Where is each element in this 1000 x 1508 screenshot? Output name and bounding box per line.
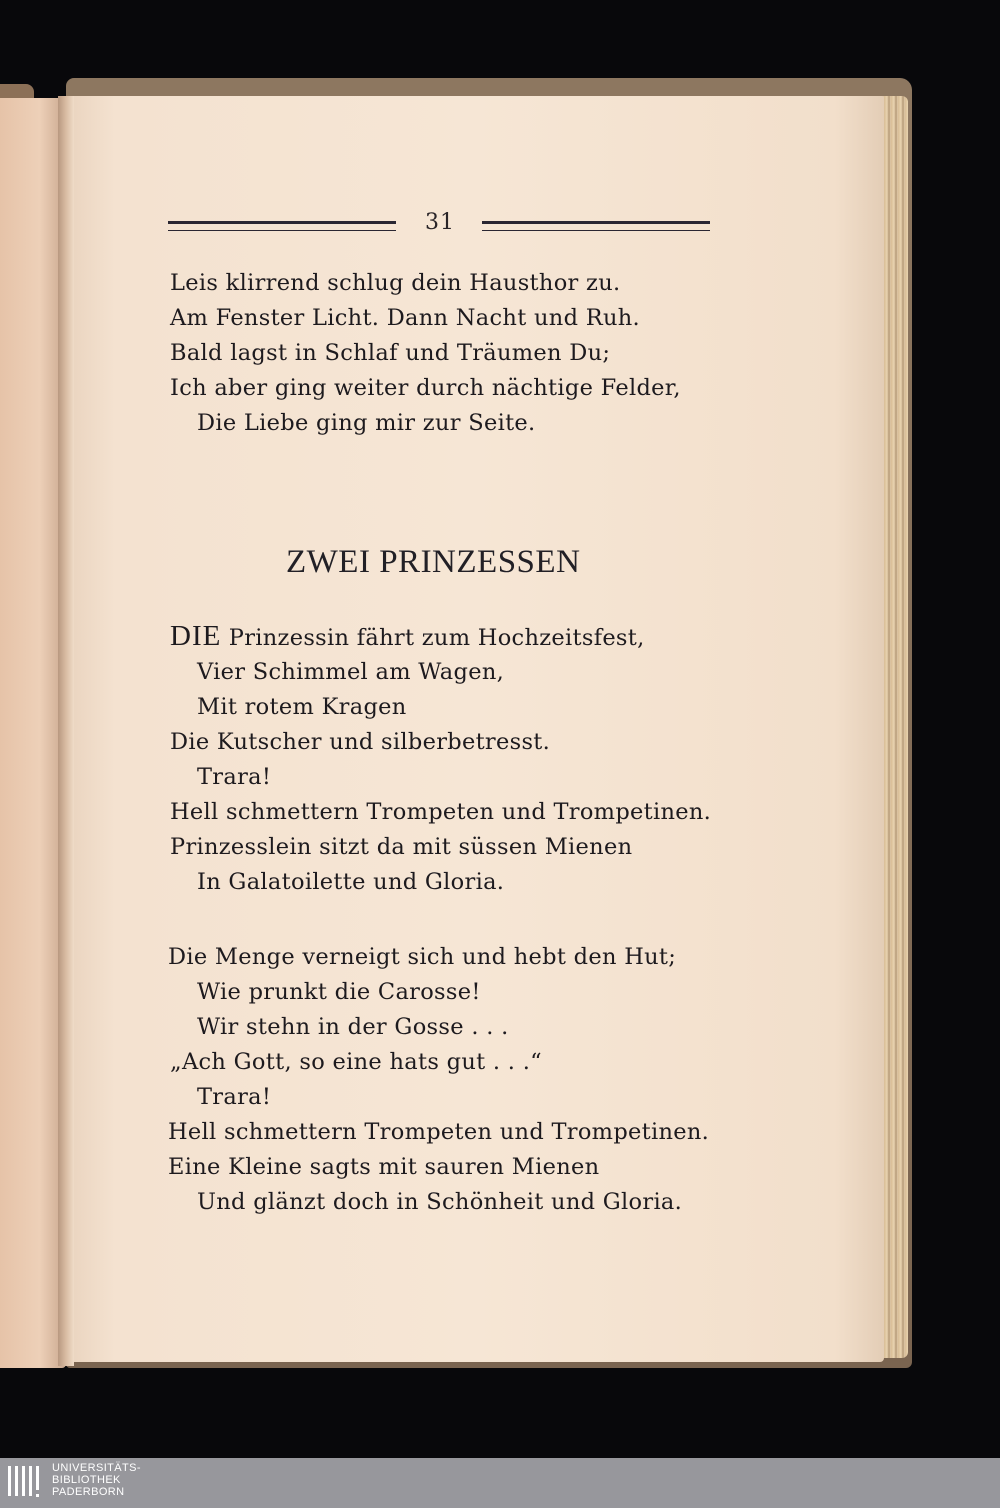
logo-line: PADERBORN bbox=[52, 1486, 125, 1498]
poem-line: Wir stehn in der Gosse . . . bbox=[197, 1014, 509, 1040]
page-number: 31 bbox=[425, 210, 455, 235]
poem-line-rest: Prinzessin fährt zum Hochzeitsfest, bbox=[221, 625, 645, 651]
poem-line: Die Liebe ging mir zur Seite. bbox=[197, 410, 536, 436]
poem-line: Trara! bbox=[197, 1084, 272, 1110]
poem-line: Trara! bbox=[197, 764, 272, 790]
poem-line: Die Kutscher und silberbetresst. bbox=[170, 729, 551, 755]
poem-line: Hell schmettern Trompeten und Trompetinen. bbox=[168, 1119, 710, 1145]
poem-line: Prinzesslein sitzt da mit süssen Mienen bbox=[170, 834, 633, 860]
book-gutter bbox=[58, 96, 74, 1366]
poem-line: Wie prunkt die Carosse! bbox=[197, 979, 481, 1005]
poem-line: Mit rotem Kragen bbox=[197, 694, 407, 720]
logo-line: BIBLIOTHEK bbox=[52, 1474, 121, 1486]
poem-line: Und glänzt doch in Schönheit und Gloria. bbox=[197, 1189, 683, 1215]
poem-line: In Galatoilette und Gloria. bbox=[197, 869, 505, 895]
poem-line: Hell schmettern Trompeten und Trompetinen. bbox=[170, 799, 712, 825]
logo-line: UNIVERSITÄTS- bbox=[52, 1462, 141, 1474]
poem-line: „Ach Gott, so eine hats gut . . .“ bbox=[170, 1049, 542, 1075]
poem-first-line bbox=[170, 620, 645, 653]
poem-line: Die Menge verneigt sich und hebt den Hut; bbox=[168, 944, 677, 970]
poem-line: Bald lagst in Schlaf und Träumen Du; bbox=[170, 340, 611, 366]
poem-line: Vier Schimmel am Wagen, bbox=[197, 659, 505, 685]
poem-line: Ich aber ging weiter durch nächtige Felder, bbox=[170, 375, 681, 401]
drop-cap: DIE bbox=[170, 620, 222, 652]
poem-title: ZWEI PRINZESSEN bbox=[286, 544, 581, 580]
header-rule-left bbox=[168, 221, 396, 231]
library-footer bbox=[0, 1458, 1000, 1508]
poem-line: Leis klirrend schlug dein Hausthor zu. bbox=[170, 270, 621, 296]
left-page bbox=[0, 98, 66, 1368]
header-rule-right bbox=[482, 221, 710, 231]
library-logo-icon bbox=[6, 1464, 46, 1504]
poem-line: Eine Kleine sagts mit sauren Mienen bbox=[168, 1154, 600, 1180]
poem-line: Am Fenster Licht. Dann Nacht und Ruh. bbox=[170, 305, 640, 331]
library-logo-text bbox=[52, 1462, 141, 1498]
